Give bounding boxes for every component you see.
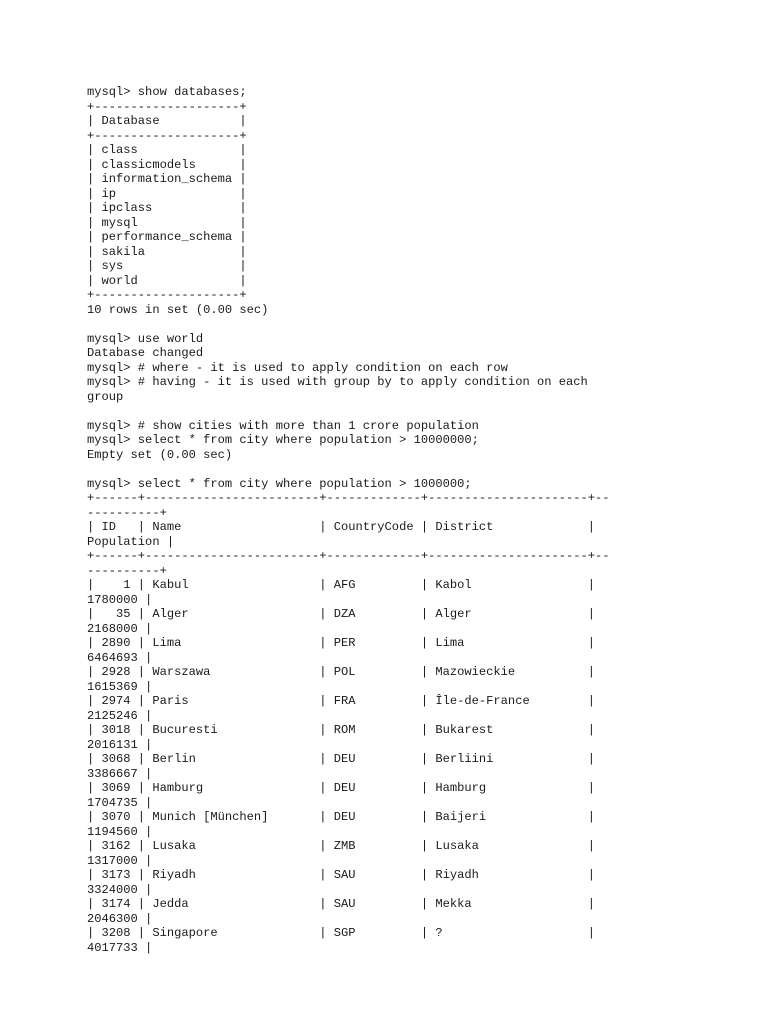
table-header: Population | bbox=[87, 534, 175, 549]
table-row: | 2890 | Lima | PER | Lima | bbox=[87, 636, 596, 650]
table-row: | class | bbox=[87, 143, 247, 157]
table-row: | ipclass | bbox=[87, 201, 247, 215]
table-row: 4017733 | bbox=[87, 940, 153, 955]
text-line: mysql> use world bbox=[87, 331, 204, 346]
table-row: 2016131 | bbox=[87, 737, 153, 752]
table-row: 3324000 | bbox=[87, 882, 153, 897]
table-row: | 3018 | Bucuresti | ROM | Bukarest | bbox=[87, 723, 596, 737]
table-row: 2125246 | bbox=[87, 708, 153, 723]
table-row: 1615369 | bbox=[87, 679, 153, 694]
table-row: | mysql | bbox=[87, 215, 247, 230]
table-row: | 3174 | Jedda | SAU | Mekka | bbox=[87, 897, 596, 911]
terminal-transcript bbox=[87, 85, 757, 955]
text-line: mysql> show databases; bbox=[87, 85, 247, 99]
text-line: mysql> # having - it is used with group by to apply condition on each bbox=[87, 375, 588, 389]
table-row: 2168000 | bbox=[87, 621, 153, 636]
table-row: 2046300 | bbox=[87, 911, 153, 926]
text-line: mysql> select * from city where population > 1000000; bbox=[87, 476, 472, 491]
table-row: | 3162 | Lusaka | ZMB | Lusaka | bbox=[87, 839, 596, 853]
text-line: mysql> # where - it is used to apply condition on each row bbox=[87, 360, 508, 375]
table-row: | 1 | Kabul | AFG | Kabol | bbox=[87, 578, 596, 592]
table-border: +------+------------------------+-------------+----------------------+-- bbox=[87, 491, 610, 505]
table-row: | 3208 | Singapore | SGP | ? | bbox=[87, 926, 596, 940]
table-row: | classicmodels | bbox=[87, 157, 247, 172]
table-row: | sakila | bbox=[87, 244, 247, 259]
table-header: | Database | bbox=[87, 114, 247, 128]
table-row: | sys | bbox=[87, 259, 247, 273]
table-row: | information_schema | bbox=[87, 172, 247, 186]
table-row: | 2928 | Warszawa | POL | Mazowieckie | bbox=[87, 665, 596, 679]
table-row: | 3070 | Munich [München] | DEU | Baijeri | bbox=[87, 810, 596, 824]
table-row: 3386667 | bbox=[87, 766, 153, 781]
table-row: 1780000 | bbox=[87, 592, 153, 607]
text-line: mysql> # show cities with more than 1 crore population bbox=[87, 418, 479, 433]
table-header: | ID | Name | CountryCode | District | bbox=[87, 520, 596, 534]
text-line: Database changed bbox=[87, 346, 204, 360]
result-summary: Empty set (0.00 sec) bbox=[87, 447, 233, 462]
table-border: +------+------------------------+-------------+----------------------+-- bbox=[87, 549, 610, 563]
blank-line bbox=[87, 404, 757, 419]
table-border: +--------------------+ bbox=[87, 99, 247, 114]
table-border: ----------+ bbox=[87, 563, 167, 578]
table-row: 6464693 | bbox=[87, 650, 153, 665]
table-row: | 2974 | Paris | FRA | Île-de-France | bbox=[87, 694, 596, 708]
text-line: mysql> select * from city where population > 10000000; bbox=[87, 433, 479, 447]
table-border: ----------+ bbox=[87, 505, 167, 520]
table-border: +--------------------+ bbox=[87, 288, 247, 302]
result-summary: 10 rows in set (0.00 sec) bbox=[87, 302, 269, 317]
table-row: | 3069 | Hamburg | DEU | Hamburg | bbox=[87, 781, 596, 795]
text-line: group bbox=[87, 389, 124, 404]
table-row: 1194560 | bbox=[87, 824, 153, 839]
table-row: 1704735 | bbox=[87, 795, 153, 810]
table-row: | performance_schema | bbox=[87, 230, 247, 244]
table-border: +--------------------+ bbox=[87, 128, 247, 143]
table-row: | world | bbox=[87, 273, 247, 288]
table-row: | ip | bbox=[87, 186, 247, 201]
table-row: | 3173 | Riyadh | SAU | Riyadh | bbox=[87, 868, 596, 882]
table-row: 1317000 | bbox=[87, 853, 153, 868]
table-row: | 35 | Alger | DZA | Alger | bbox=[87, 607, 596, 621]
blank-line bbox=[87, 462, 757, 477]
table-row: | 3068 | Berlin | DEU | Berliini | bbox=[87, 752, 596, 766]
blank-line bbox=[87, 317, 757, 332]
